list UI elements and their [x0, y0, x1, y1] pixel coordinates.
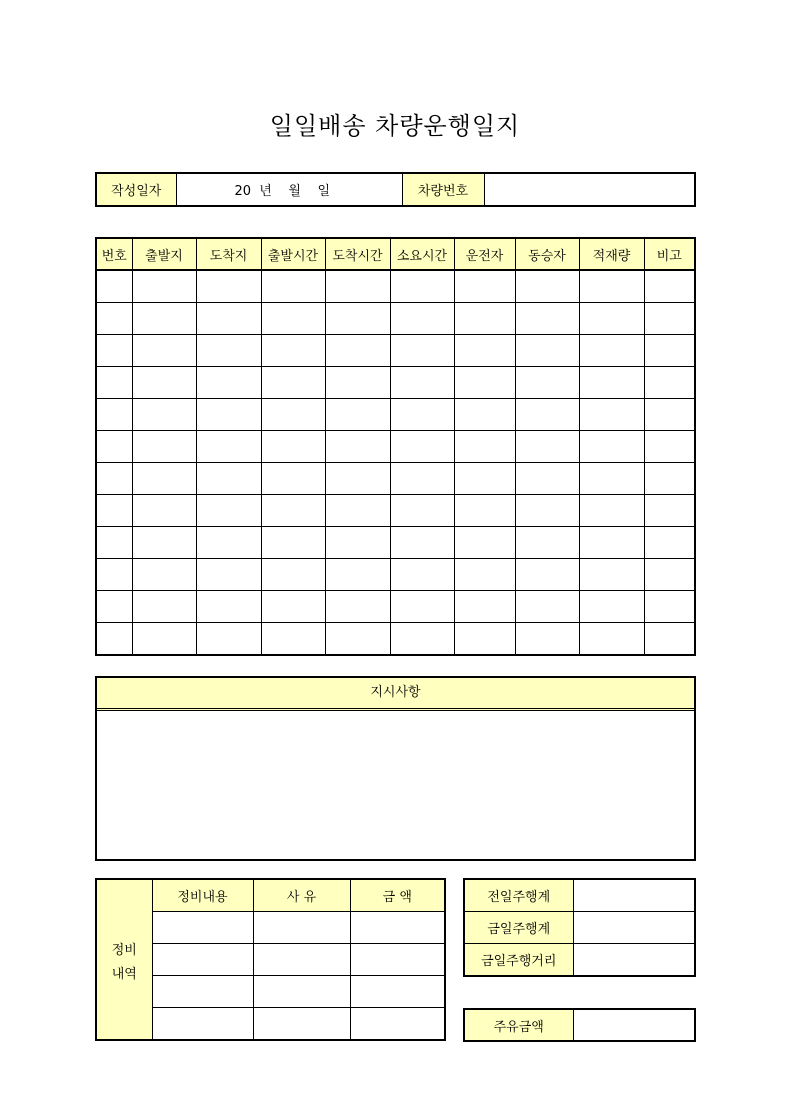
- log-cell[interactable]: [579, 367, 644, 399]
- mileage-label: 전일주행계: [464, 879, 573, 912]
- log-cell[interactable]: [515, 495, 579, 527]
- log-cell[interactable]: [196, 495, 261, 527]
- date-field[interactable]: 20 년 월 일: [176, 173, 402, 206]
- instructions-title: 지시사항: [97, 678, 694, 711]
- log-cell[interactable]: [96, 495, 132, 527]
- log-cell[interactable]: [390, 463, 454, 495]
- log-column-header: 출발시간: [261, 238, 325, 270]
- log-cell[interactable]: [454, 463, 515, 495]
- log-cell[interactable]: [132, 527, 196, 559]
- log-column-header: 동승자: [515, 238, 579, 270]
- log-cell[interactable]: [515, 591, 579, 623]
- log-cell[interactable]: [325, 399, 390, 431]
- log-cell[interactable]: [454, 367, 515, 399]
- instructions-box: [95, 676, 696, 861]
- log-cell[interactable]: [261, 527, 325, 559]
- instructions-content[interactable]: [97, 711, 694, 858]
- log-cell[interactable]: [261, 303, 325, 335]
- log-cell[interactable]: [96, 623, 132, 656]
- log-cell[interactable]: [196, 559, 261, 591]
- info-table: [95, 172, 696, 207]
- log-cell[interactable]: [390, 431, 454, 463]
- log-cell[interactable]: [261, 495, 325, 527]
- log-cell[interactable]: [644, 527, 695, 559]
- log-cell[interactable]: [454, 527, 515, 559]
- log-cell[interactable]: [132, 495, 196, 527]
- date-label: 작성일자: [96, 173, 176, 206]
- mileage-field[interactable]: [573, 912, 695, 944]
- log-cell[interactable]: [579, 527, 644, 559]
- maintenance-cell[interactable]: [350, 1008, 445, 1041]
- log-cell[interactable]: [515, 463, 579, 495]
- maintenance-cell[interactable]: [350, 976, 445, 1008]
- maintenance-cell[interactable]: [253, 912, 350, 944]
- log-cell[interactable]: [454, 559, 515, 591]
- log-column-header: 번호: [96, 238, 132, 270]
- mileage-label: 금일주행거리: [464, 944, 573, 977]
- log-cell[interactable]: [132, 399, 196, 431]
- log-cell[interactable]: [132, 559, 196, 591]
- log-cell[interactable]: [515, 270, 579, 303]
- log-cell[interactable]: [132, 270, 196, 303]
- log-cell[interactable]: [579, 399, 644, 431]
- log-cell[interactable]: [390, 367, 454, 399]
- log-cell[interactable]: [261, 623, 325, 656]
- maintenance-cell[interactable]: [253, 944, 350, 976]
- maintenance-side-label-line2: 내역: [111, 966, 137, 982]
- log-cell[interactable]: [196, 270, 261, 303]
- maintenance-cell[interactable]: [253, 976, 350, 1008]
- log-cell[interactable]: [515, 335, 579, 367]
- log-cell[interactable]: [579, 623, 644, 656]
- log-row: [96, 463, 695, 495]
- maintenance-cell[interactable]: [152, 976, 253, 1008]
- log-cell[interactable]: [96, 335, 132, 367]
- log-cell[interactable]: [644, 591, 695, 623]
- log-cell[interactable]: [196, 335, 261, 367]
- log-cell[interactable]: [515, 431, 579, 463]
- log-cell[interactable]: [132, 623, 196, 656]
- mileage-row: [464, 944, 695, 977]
- fuel-table: [463, 1008, 696, 1042]
- log-cell[interactable]: [579, 270, 644, 303]
- mileage-row: [464, 879, 695, 912]
- log-cell[interactable]: [579, 559, 644, 591]
- log-cell[interactable]: [454, 270, 515, 303]
- maintenance-side-label: [96, 879, 152, 1040]
- mileage-row: [464, 912, 695, 944]
- mileage-field[interactable]: [573, 879, 695, 912]
- log-row: [96, 431, 695, 463]
- maintenance-column-header: 금 액: [350, 879, 445, 912]
- log-row: [96, 399, 695, 431]
- maintenance-header-row: [96, 879, 445, 912]
- log-cell[interactable]: [96, 367, 132, 399]
- log-cell[interactable]: [96, 303, 132, 335]
- vehicle-number-label: 차량번호: [402, 173, 484, 206]
- log-row: [96, 591, 695, 623]
- page-title: 일일배송 차량운행일지: [269, 112, 521, 140]
- log-cell[interactable]: [644, 303, 695, 335]
- log-row: [96, 270, 695, 303]
- fuel-amount-field[interactable]: [573, 1009, 695, 1041]
- log-cell[interactable]: [325, 495, 390, 527]
- log-cell[interactable]: [579, 431, 644, 463]
- log-column-header: 도착지: [196, 238, 261, 270]
- log-cell[interactable]: [644, 623, 695, 656]
- maintenance-column-header: 정비내용: [152, 879, 253, 912]
- log-cell[interactable]: [644, 335, 695, 367]
- log-column-header: 도착시간: [325, 238, 390, 270]
- log-cell[interactable]: [325, 335, 390, 367]
- log-column-header: 소요시간: [390, 238, 454, 270]
- log-cell[interactable]: [454, 303, 515, 335]
- log-cell[interactable]: [390, 303, 454, 335]
- log-cell[interactable]: [325, 270, 390, 303]
- maintenance-cell[interactable]: [350, 944, 445, 976]
- log-cell[interactable]: [644, 495, 695, 527]
- log-cell[interactable]: [579, 591, 644, 623]
- log-cell[interactable]: [132, 431, 196, 463]
- log-row: [96, 367, 695, 399]
- log-header-row: [96, 238, 695, 270]
- log-row: [96, 303, 695, 335]
- maintenance-cell[interactable]: [253, 1008, 350, 1041]
- log-cell[interactable]: [390, 335, 454, 367]
- log-cell[interactable]: [515, 399, 579, 431]
- log-row: [96, 527, 695, 559]
- log-cell[interactable]: [196, 303, 261, 335]
- log-cell[interactable]: [454, 591, 515, 623]
- log-cell[interactable]: [325, 367, 390, 399]
- maintenance-cell[interactable]: [152, 944, 253, 976]
- log-cell[interactable]: [454, 623, 515, 656]
- log-cell[interactable]: [579, 495, 644, 527]
- log-cell[interactable]: [132, 303, 196, 335]
- log-cell[interactable]: [515, 367, 579, 399]
- log-cell[interactable]: [579, 303, 644, 335]
- log-cell[interactable]: [454, 399, 515, 431]
- log-cell[interactable]: [132, 335, 196, 367]
- log-cell[interactable]: [390, 527, 454, 559]
- log-cell[interactable]: [515, 559, 579, 591]
- log-cell[interactable]: [390, 399, 454, 431]
- log-cell[interactable]: [454, 495, 515, 527]
- log-cell[interactable]: [325, 303, 390, 335]
- log-cell[interactable]: [515, 623, 579, 656]
- log-cell[interactable]: [390, 559, 454, 591]
- log-column-header: 비고: [644, 238, 695, 270]
- fuel-amount-label: 주유금액: [464, 1009, 573, 1041]
- log-cell[interactable]: [644, 399, 695, 431]
- mileage-table: [463, 878, 696, 977]
- log-cell[interactable]: [96, 270, 132, 303]
- log-cell[interactable]: [579, 463, 644, 495]
- log-cell[interactable]: [96, 463, 132, 495]
- log-table: [95, 237, 696, 656]
- log-row: [96, 623, 695, 656]
- log-cell[interactable]: [644, 463, 695, 495]
- log-cell[interactable]: [96, 527, 132, 559]
- maintenance-column-header: 사 유: [253, 879, 350, 912]
- log-cell[interactable]: [196, 591, 261, 623]
- log-cell[interactable]: [390, 591, 454, 623]
- log-cell[interactable]: [132, 591, 196, 623]
- log-cell[interactable]: [96, 591, 132, 623]
- maintenance-cell[interactable]: [152, 1008, 253, 1041]
- log-row: [96, 559, 695, 591]
- log-cell[interactable]: [579, 335, 644, 367]
- log-cell[interactable]: [196, 399, 261, 431]
- log-cell[interactable]: [96, 399, 132, 431]
- log-column-header: 출발지: [132, 238, 196, 270]
- maintenance-table: [95, 878, 446, 1041]
- vehicle-number-field[interactable]: [484, 173, 695, 206]
- log-cell[interactable]: [390, 495, 454, 527]
- log-cell[interactable]: [132, 367, 196, 399]
- log-column-header: 적재량: [579, 238, 644, 270]
- log-cell[interactable]: [644, 431, 695, 463]
- log-cell[interactable]: [515, 303, 579, 335]
- log-cell[interactable]: [515, 527, 579, 559]
- log-cell[interactable]: [325, 559, 390, 591]
- log-cell[interactable]: [390, 270, 454, 303]
- log-cell[interactable]: [644, 367, 695, 399]
- mileage-label: 금일주행계: [464, 912, 573, 944]
- log-cell[interactable]: [325, 431, 390, 463]
- log-cell[interactable]: [132, 463, 196, 495]
- log-row: [96, 335, 695, 367]
- log-cell[interactable]: [325, 591, 390, 623]
- log-cell[interactable]: [644, 559, 695, 591]
- log-cell[interactable]: [96, 431, 132, 463]
- maintenance-cell[interactable]: [350, 912, 445, 944]
- log-cell[interactable]: [390, 623, 454, 656]
- log-cell[interactable]: [196, 527, 261, 559]
- log-cell[interactable]: [261, 335, 325, 367]
- log-cell[interactable]: [325, 623, 390, 656]
- log-column-header: 운전자: [454, 238, 515, 270]
- maintenance-cell[interactable]: [152, 912, 253, 944]
- log-cell[interactable]: [261, 559, 325, 591]
- log-cell[interactable]: [261, 591, 325, 623]
- log-cell[interactable]: [325, 463, 390, 495]
- log-cell[interactable]: [261, 270, 325, 303]
- log-cell[interactable]: [261, 431, 325, 463]
- log-cell[interactable]: [196, 367, 261, 399]
- log-cell[interactable]: [325, 527, 390, 559]
- log-cell[interactable]: [96, 559, 132, 591]
- log-cell[interactable]: [196, 431, 261, 463]
- log-cell[interactable]: [454, 335, 515, 367]
- log-cell[interactable]: [196, 463, 261, 495]
- maintenance-side-label-line1: 정비: [111, 942, 137, 958]
- log-cell[interactable]: [261, 367, 325, 399]
- log-cell[interactable]: [261, 463, 325, 495]
- log-cell[interactable]: [454, 431, 515, 463]
- log-row: [96, 495, 695, 527]
- log-cell[interactable]: [196, 623, 261, 656]
- log-cell[interactable]: [261, 399, 325, 431]
- log-cell[interactable]: [644, 270, 695, 303]
- mileage-field[interactable]: [573, 944, 695, 977]
